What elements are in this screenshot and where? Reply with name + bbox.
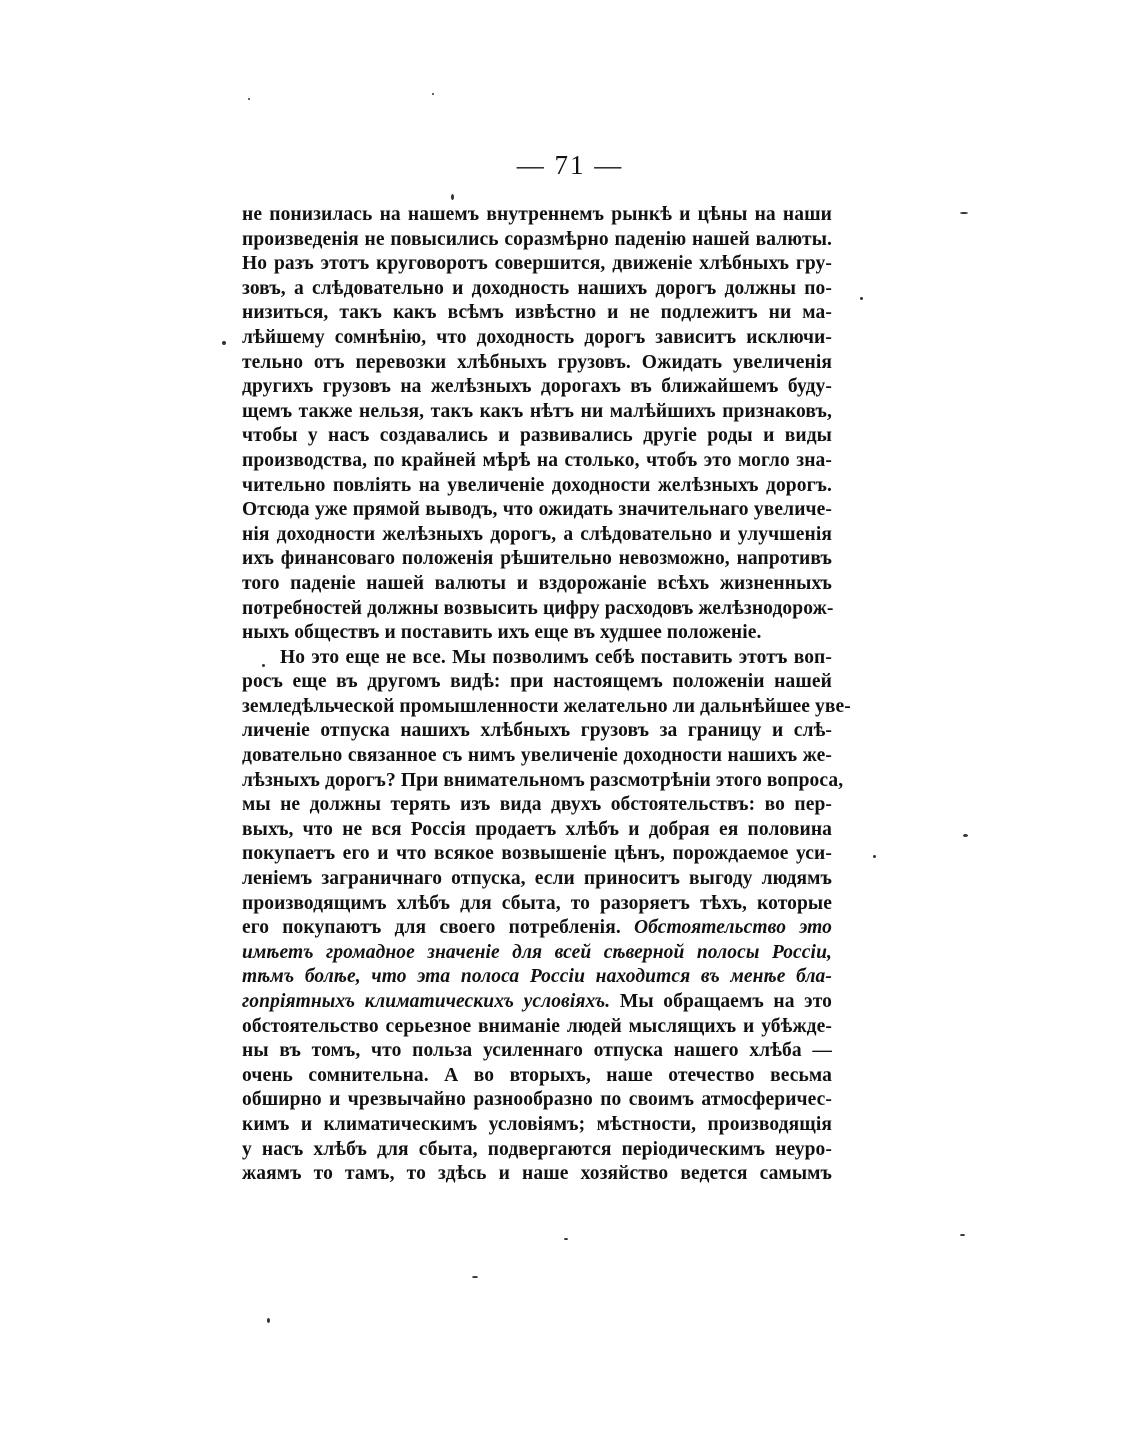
text-line: тельно отъ перевозки хлѣбныхъ грузовъ. Ожидать увеличенія bbox=[242, 351, 832, 373]
text-line-italic: тѣмъ болѣе, что эта полоса Россіи находится въ менѣе бла- bbox=[242, 966, 832, 988]
text-line bbox=[242, 916, 832, 941]
scan-speck bbox=[222, 341, 226, 345]
text-normal: Мы обращаемъ на это bbox=[619, 991, 832, 1012]
text-line-italic: имѣетъ громадное значеніе для всей сѣверной полосы Россіи, bbox=[242, 941, 832, 963]
text-line: другихъ грузовъ на желѣзныхъ дорогахъ въ ближайшемъ буду- bbox=[242, 376, 832, 398]
text-line: лѣйшему сомнѣнію, что доходность дорогъ зависитъ исключи- bbox=[242, 326, 832, 348]
text-line: росъ еще въ другомъ видѣ: при настоящемъ положеніи нашей bbox=[242, 671, 832, 693]
text-line: обширно и чрезвычайно разнообразно по своимъ атмосферичес- bbox=[242, 1089, 832, 1111]
text-line: личеніе отпуска нашихъ хлѣбныхъ грузовъ за границу и слѣ- bbox=[242, 720, 832, 742]
page-number: — 71 — bbox=[516, 150, 624, 180]
scan-speck bbox=[963, 834, 968, 837]
scan-speck bbox=[267, 1318, 270, 1323]
text-line: производства, по крайней мѣрѣ на столько, чтобъ это могло зна- bbox=[242, 449, 832, 471]
text-line: потребностей должны возвысить цифру расходовъ желѣзнодорож- bbox=[242, 597, 834, 619]
scan-speck bbox=[960, 212, 968, 214]
scan-speck bbox=[248, 98, 250, 100]
text-italic: Обстоятельство это bbox=[633, 917, 832, 939]
text-line: очень сомнительна. А во вторыхъ, наше отечество весьма bbox=[242, 1064, 832, 1086]
text-line: не понизилась на нашемъ внутреннемъ рынкѣ и цѣны на наши bbox=[242, 204, 832, 225]
scan-speck bbox=[873, 855, 876, 858]
text-line: земледѣльческой промышленности желательно ли дальнѣйшее уве- bbox=[242, 695, 851, 717]
text-line: жаямъ то тамъ, то здѣсь и наше хозяйство ведется самымъ bbox=[242, 1163, 832, 1185]
text-line: зовъ, а слѣдовательно и доходность нашихъ дорогъ должны по- bbox=[242, 277, 832, 299]
text-line: леніемъ заграничнаго отпуска, если приноситъ выгоду людямъ bbox=[242, 868, 832, 890]
text-line: произведенія не повысились соразмѣрно паденію нашей валюты. bbox=[242, 228, 832, 250]
text-line: низиться, такъ какъ всѣмъ извѣстно и не подлежитъ ни ма- bbox=[242, 302, 832, 324]
text-line: Но это еще не все. Мы позволимъ себѣ поставить этотъ воп- bbox=[280, 646, 832, 668]
text-line: ныхъ обществъ и поставить ихъ еще въ худшее положеніе. bbox=[242, 622, 762, 644]
text-line bbox=[242, 990, 832, 1015]
scan-speck bbox=[262, 664, 265, 667]
text-line: мы не должны терять изъ вида двухъ обстоятельствъ: во пер- bbox=[242, 794, 832, 816]
text-line: ихъ финансоваго положенія рѣшительно невозможно, напротивъ bbox=[242, 548, 832, 570]
scan-speck bbox=[472, 1276, 478, 1278]
scan-speck bbox=[860, 297, 863, 300]
text-line: производящимъ хлѣбъ для сбыта, то разоряетъ тѣхъ, которые bbox=[242, 892, 832, 914]
text-line: щемъ также нельзя, такъ какъ нѣтъ ни малѣйшихъ признаковъ, bbox=[242, 400, 832, 422]
text-column bbox=[242, 203, 851, 1187]
text-line: нія доходности желѣзныхъ дорогъ, а слѣдовательно и улучшенія bbox=[242, 523, 832, 545]
text-normal: его покупаютъ для своего потребленія. bbox=[242, 917, 621, 939]
paragraph-2 bbox=[242, 646, 851, 1187]
text-line: ны въ томъ, что польза усиленнаго отпуска нашего хлѣба — bbox=[242, 1040, 832, 1062]
text-line: того паденіе нашей валюты и вздорожаніе всѣхъ жизненныхъ bbox=[242, 572, 832, 594]
text-line: Отсюда уже прямой выводъ, что ожидать значительнаго увеличе- bbox=[242, 499, 832, 521]
text-line: выхъ, что не вся Россія продаетъ хлѣбъ и добрая ея половина bbox=[242, 818, 832, 840]
text-line: у насъ хлѣбъ для сбыта, подвергаются періодическимъ неуро- bbox=[242, 1138, 832, 1160]
scan-speck bbox=[960, 1234, 965, 1236]
text-line: покупаетъ его и что всякое возвышеніе цѣнъ, порождаемое уси- bbox=[242, 843, 832, 865]
text-italic: гопріятныхъ климатическихъ условіяхъ. bbox=[242, 991, 611, 1012]
text-line: лѣзныхъ дорогъ? При внимательномъ разсмотрѣніи этого вопроса, bbox=[242, 769, 844, 791]
scan-speck bbox=[451, 194, 454, 200]
scan-speck bbox=[432, 93, 434, 95]
text-line: Но разъ этотъ круговоротъ совершится, движеніе хлѣбныхъ гру- bbox=[242, 253, 832, 275]
text-line: обстоятельство серьезное вниманіе людей мыслящихъ и убѣжде- bbox=[242, 1015, 832, 1037]
paragraph-1 bbox=[242, 203, 832, 646]
text-line: кимъ и климатическимъ условіямъ; мѣстности, производящія bbox=[242, 1113, 832, 1135]
text-line: чительно повліять на увеличеніе доходности желѣзныхъ дорогъ. bbox=[242, 474, 832, 496]
scan-speck bbox=[564, 1238, 568, 1240]
text-line: довательно связанное съ нимъ увеличеніе доходности нашихъ же- bbox=[242, 745, 832, 767]
text-line: чтобы у насъ создавались и развивались другіе роды и виды bbox=[242, 425, 832, 447]
